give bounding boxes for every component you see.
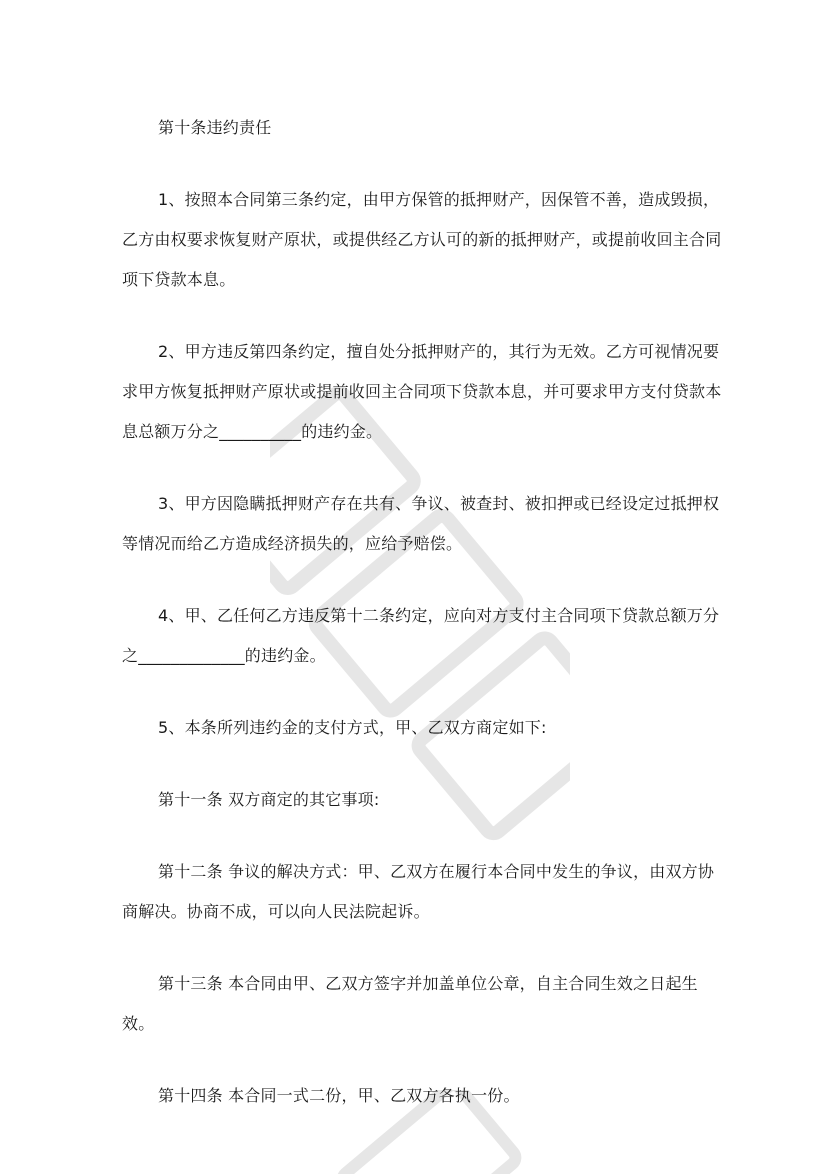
- section-heading-article-10: 第十条违约责任: [158, 118, 272, 137]
- article-13: 第十三条 本合同由甲、乙双方签字并加盖单位公章，自主合同生效之日起生效。: [122, 974, 698, 1033]
- clause-2: 2、甲方违反第四条约定，擅自处分抵押财产的，其行为无效。乙方可视情况要求甲方恢复抵押财产原状或提前收回主合同项下贷款本息，并可要求甲方支付贷款本息总额万分之__________的违约金。: [122, 342, 722, 441]
- article-12: 第十二条 争议的解决方式：甲、乙双方在履行本合同中发生的争议，由双方协商解决。协商不成，可以向人民法院起诉。: [122, 862, 715, 921]
- article-11: 第十一条 双方商定的其它事项:: [158, 790, 380, 809]
- clause-5: 5、本条所列违约金的支付方式，甲、乙双方商定如下:: [158, 718, 547, 737]
- clause-4: 4、甲、乙任何乙方违反第十二条约定，应向对方支付主合同项下贷款总额万分之_____________的违约金。: [122, 606, 720, 665]
- clause-3: 3、甲方因隐瞒抵押财产存在共有、争议、被查封、被扣押或已经设定过抵押权等情况而给乙方造成经济损失的，应给予赔偿。: [122, 494, 720, 553]
- article-14: 第十四条 本合同一式二份，甲、乙双方各执一份。: [158, 1086, 520, 1105]
- clause-1: 1、按照本合同第三条约定，由甲方保管的抵押财产，因保管不善，造成毁损，乙方由权要求恢复财产原状，或提供经乙方认可的新的抵押财产，或提前收回主合同项下贷款本息。: [122, 190, 722, 289]
- document-body: [122, 108, 722, 1116]
